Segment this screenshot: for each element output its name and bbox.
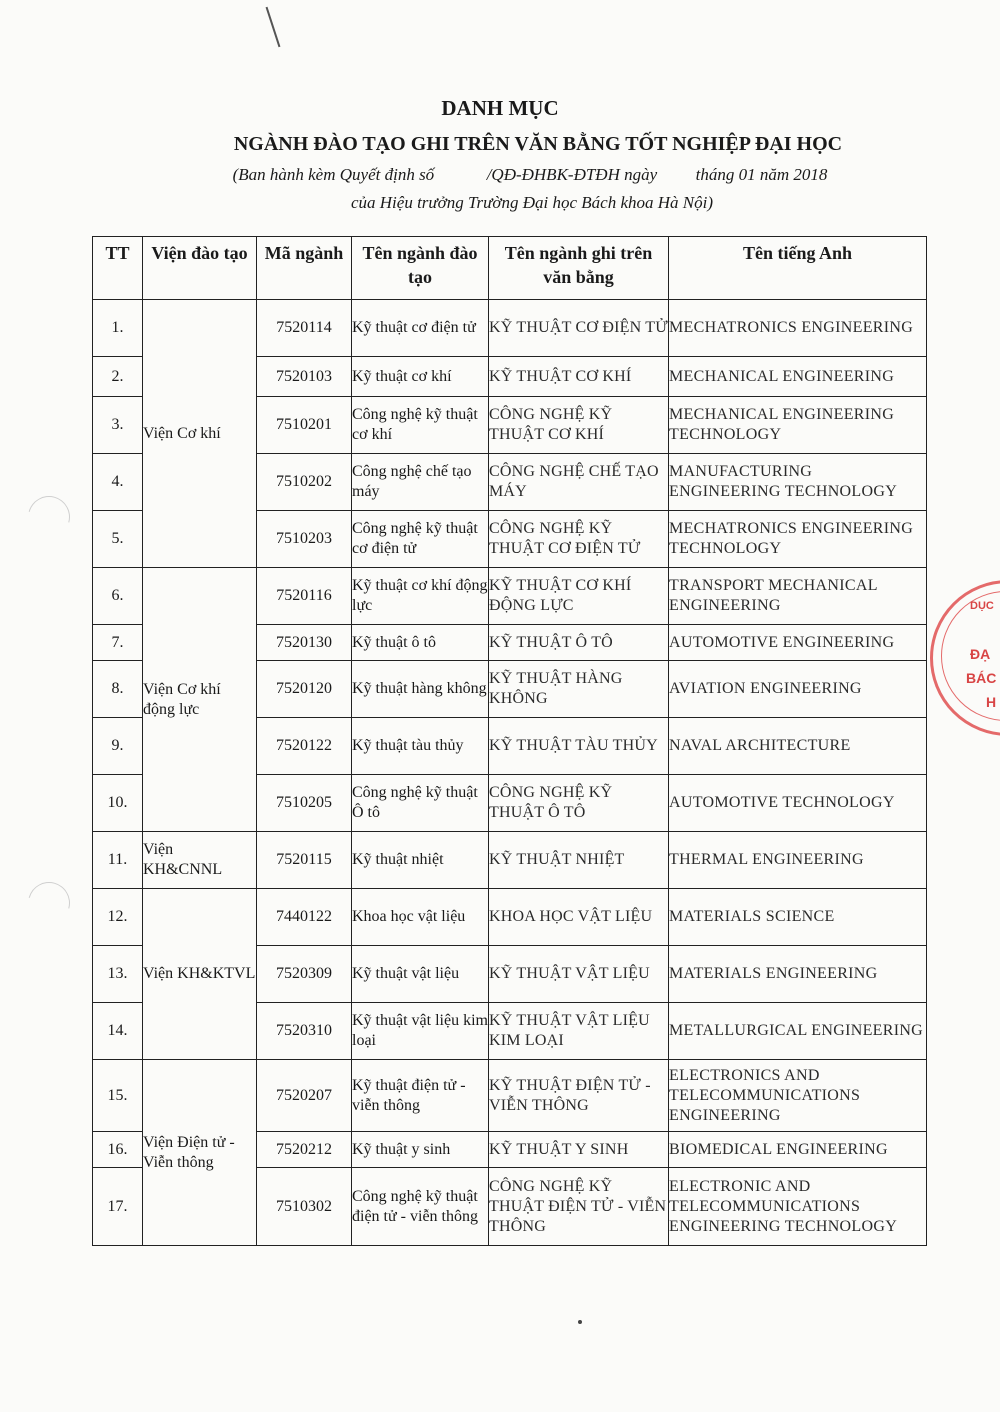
header-institute: Viện đào tạo — [143, 237, 257, 300]
cell-english: MANUFACTURING ENGINEERING TECHNOLOGY — [669, 454, 927, 511]
cell-english: AUTOMOTIVE ENGINEERING — [669, 625, 927, 661]
cell-english: MATERIALS ENGINEERING — [669, 946, 927, 1003]
issued-line-part2: /QĐ-ĐHBK-ĐTĐH ngày — [486, 165, 658, 184]
cell-cert-name: CÔNG NGHỆ KỸ THUẬT Ô TÔ — [489, 775, 669, 832]
cell-name: Khoa học vật liệu — [352, 889, 489, 946]
cell-cert-name: KỸ THUẬT VẬT LIỆU KIM LOẠI — [489, 1003, 669, 1060]
cell-institute: Viện Cơ khí động lực — [143, 568, 257, 832]
cell-name: Công nghệ chế tạo máy — [352, 454, 489, 511]
cell-name: Kỹ thuật vật liệu — [352, 946, 489, 1003]
cell-tt: 1. — [93, 300, 143, 357]
cell-cert-name: CÔNG NGHỆ CHẾ TẠO MÁY — [489, 454, 669, 511]
cell-english: NAVAL ARCHITECTURE — [669, 718, 927, 775]
table-row — [93, 1060, 927, 1132]
cell-tt: 8. — [93, 661, 143, 718]
cell-english: MECHANICAL ENGINEERING TECHNOLOGY — [669, 397, 927, 454]
cell-tt: 9. — [93, 718, 143, 775]
page-dot — [578, 1320, 582, 1324]
cell-english: MECHATRONICS ENGINEERING TECHNOLOGY — [669, 511, 927, 568]
table-header-row — [93, 237, 927, 300]
cell-cert-name: KỸ THUẬT Y SINH — [489, 1132, 669, 1168]
document-title: DANH MỤC — [441, 96, 559, 120]
cell-cert-name: KHOA HỌC VẬT LIỆU — [489, 889, 669, 946]
cell-name: Kỹ thuật tàu thủy — [352, 718, 489, 775]
cell-code: 7520130 — [257, 625, 352, 661]
cell-english: THERMAL ENGINEERING — [669, 832, 927, 889]
cell-code: 7520103 — [257, 357, 352, 397]
cell-name: Công nghệ kỹ thuật cơ khí — [352, 397, 489, 454]
cell-tt: 10. — [93, 775, 143, 832]
cell-english: METALLURGICAL ENGINEERING — [669, 1003, 927, 1060]
issued-line — [30, 165, 1000, 185]
cell-tt: 12. — [93, 889, 143, 946]
punch-hole-mark — [20, 488, 77, 545]
cell-code: 7510205 — [257, 775, 352, 832]
cell-code: 7520115 — [257, 832, 352, 889]
cell-code: 7510302 — [257, 1168, 352, 1246]
header-name: Tên ngành đào tạo — [352, 237, 489, 300]
stamp-text: H — [986, 694, 997, 710]
cell-name: Kỹ thuật cơ điện tử — [352, 300, 489, 357]
issued-line-part3: tháng 01 năm 2018 — [695, 165, 828, 184]
cell-tt: 5. — [93, 511, 143, 568]
cell-code: 7520120 — [257, 661, 352, 718]
cell-name: Công nghệ kỹ thuật điện tử - viễn thông — [352, 1168, 489, 1246]
table-row — [93, 568, 927, 625]
table-row — [93, 889, 927, 946]
cell-institute: Viện Điện tử - Viễn thông — [143, 1060, 257, 1246]
cell-code: 7440122 — [257, 889, 352, 946]
cell-cert-name: KỸ THUẬT Ô TÔ — [489, 625, 669, 661]
stamp-text: BÁC — [966, 670, 997, 686]
cell-english: MECHATRONICS ENGINEERING — [669, 300, 927, 357]
table-row — [93, 832, 927, 889]
cell-cert-name: KỸ THUẬT HÀNG KHÔNG — [489, 661, 669, 718]
cell-name: Công nghệ kỹ thuật cơ điện tử — [352, 511, 489, 568]
cell-tt: 7. — [93, 625, 143, 661]
cell-tt: 4. — [93, 454, 143, 511]
cell-english: TRANSPORT MECHANICAL ENGINEERING — [669, 568, 927, 625]
issued-line-2: của Hiệu trưởng Trường Đại học Bách khoa Hà Nội) — [350, 193, 714, 212]
cell-tt: 14. — [93, 1003, 143, 1060]
document-subtitle: NGÀNH ĐÀO TẠO GHI TRÊN VĂN BẰNG TỐT NGHIỆP ĐẠI HỌC — [233, 133, 843, 155]
cell-name: Kỹ thuật cơ khí — [352, 357, 489, 397]
cell-institute: Viện KH&CNNL — [143, 832, 257, 889]
cell-english: ELECTRONIC AND TELECOMMUNICATIONS ENGINEERING TECHNOLOGY — [669, 1168, 927, 1246]
cell-tt: 11. — [93, 832, 143, 889]
stamp-text: ĐẠ — [970, 646, 991, 662]
cell-code: 7510201 — [257, 397, 352, 454]
cell-cert-name: KỸ THUẬT ĐIỆN TỬ - VIỄN THÔNG — [489, 1060, 669, 1132]
cell-code: 7520116 — [257, 568, 352, 625]
cell-institute: Viện KH&KTVL — [143, 889, 257, 1060]
cell-english: BIOMEDICAL ENGINEERING — [669, 1132, 927, 1168]
cell-code: 7510202 — [257, 454, 352, 511]
cell-english: AUTOMOTIVE TECHNOLOGY — [669, 775, 927, 832]
cell-tt: 17. — [93, 1168, 143, 1246]
cell-english: AVIATION ENGINEERING — [669, 661, 927, 718]
cell-name: Kỹ thuật y sinh — [352, 1132, 489, 1168]
cell-tt: 13. — [93, 946, 143, 1003]
cell-tt: 2. — [93, 357, 143, 397]
majors-table — [92, 236, 927, 1246]
header-english: Tên tiếng Anh — [669, 237, 927, 300]
cell-name: Kỹ thuật vật liệu kim loại — [352, 1003, 489, 1060]
scan-mark — [266, 7, 281, 48]
cell-cert-name: CÔNG NGHỆ KỸ THUẬT CƠ ĐIỆN TỬ — [489, 511, 669, 568]
header-cert-name: Tên ngành ghi trên văn bằng — [489, 237, 669, 300]
cell-code: 7520207 — [257, 1060, 352, 1132]
cell-name: Kỹ thuật ô tô — [352, 625, 489, 661]
cell-name: Công nghệ kỹ thuật Ô tô — [352, 775, 489, 832]
cell-code: 7520309 — [257, 946, 352, 1003]
cell-english: MECHANICAL ENGINEERING — [669, 357, 927, 397]
cell-cert-name: CÔNG NGHỆ KỸ THUẬT ĐIỆN TỬ - VIỄN THÔNG — [489, 1168, 669, 1246]
punch-hole-mark — [20, 874, 77, 931]
stamp-text: DỤC — [970, 600, 994, 612]
cell-name: Kỹ thuật nhiệt — [352, 832, 489, 889]
cell-institute: Viện Cơ khí — [143, 300, 257, 568]
header-tt: TT — [93, 237, 143, 300]
cell-tt: 15. — [93, 1060, 143, 1132]
cell-code: 7520122 — [257, 718, 352, 775]
cell-code: 7520114 — [257, 300, 352, 357]
cell-cert-name: KỸ THUẬT NHIỆT — [489, 832, 669, 889]
cell-tt: 16. — [93, 1132, 143, 1168]
cell-tt: 6. — [93, 568, 143, 625]
cell-code: 7510203 — [257, 511, 352, 568]
cell-tt: 3. — [93, 397, 143, 454]
cell-cert-name: KỸ THUẬT CƠ KHÍ — [489, 357, 669, 397]
header-code: Mã ngành — [257, 237, 352, 300]
cell-english: MATERIALS SCIENCE — [669, 889, 927, 946]
cell-code: 7520212 — [257, 1132, 352, 1168]
cell-name: Kỹ thuật hàng không — [352, 661, 489, 718]
cell-cert-name: KỸ THUẬT VẬT LIỆU — [489, 946, 669, 1003]
table-row — [93, 300, 927, 357]
cell-english: ELECTRONICS AND TELECOMMUNICATIONS ENGINEERING — [669, 1060, 927, 1132]
cell-cert-name: KỸ THUẬT CƠ KHÍ ĐỘNG LỰC — [489, 568, 669, 625]
cell-cert-name: KỸ THUẬT TÀU THỦY — [489, 718, 669, 775]
cell-cert-name: KỸ THUẬT CƠ ĐIỆN TỬ — [489, 300, 669, 357]
cell-name: Kỹ thuật cơ khí động lực — [352, 568, 489, 625]
cell-cert-name: CÔNG NGHỆ KỸ THUẬT CƠ KHÍ — [489, 397, 669, 454]
cell-code: 7520310 — [257, 1003, 352, 1060]
issued-line-part1: (Ban hành kèm Quyết định số — [232, 165, 435, 184]
cell-name: Kỹ thuật điện tử - viễn thông — [352, 1060, 489, 1132]
